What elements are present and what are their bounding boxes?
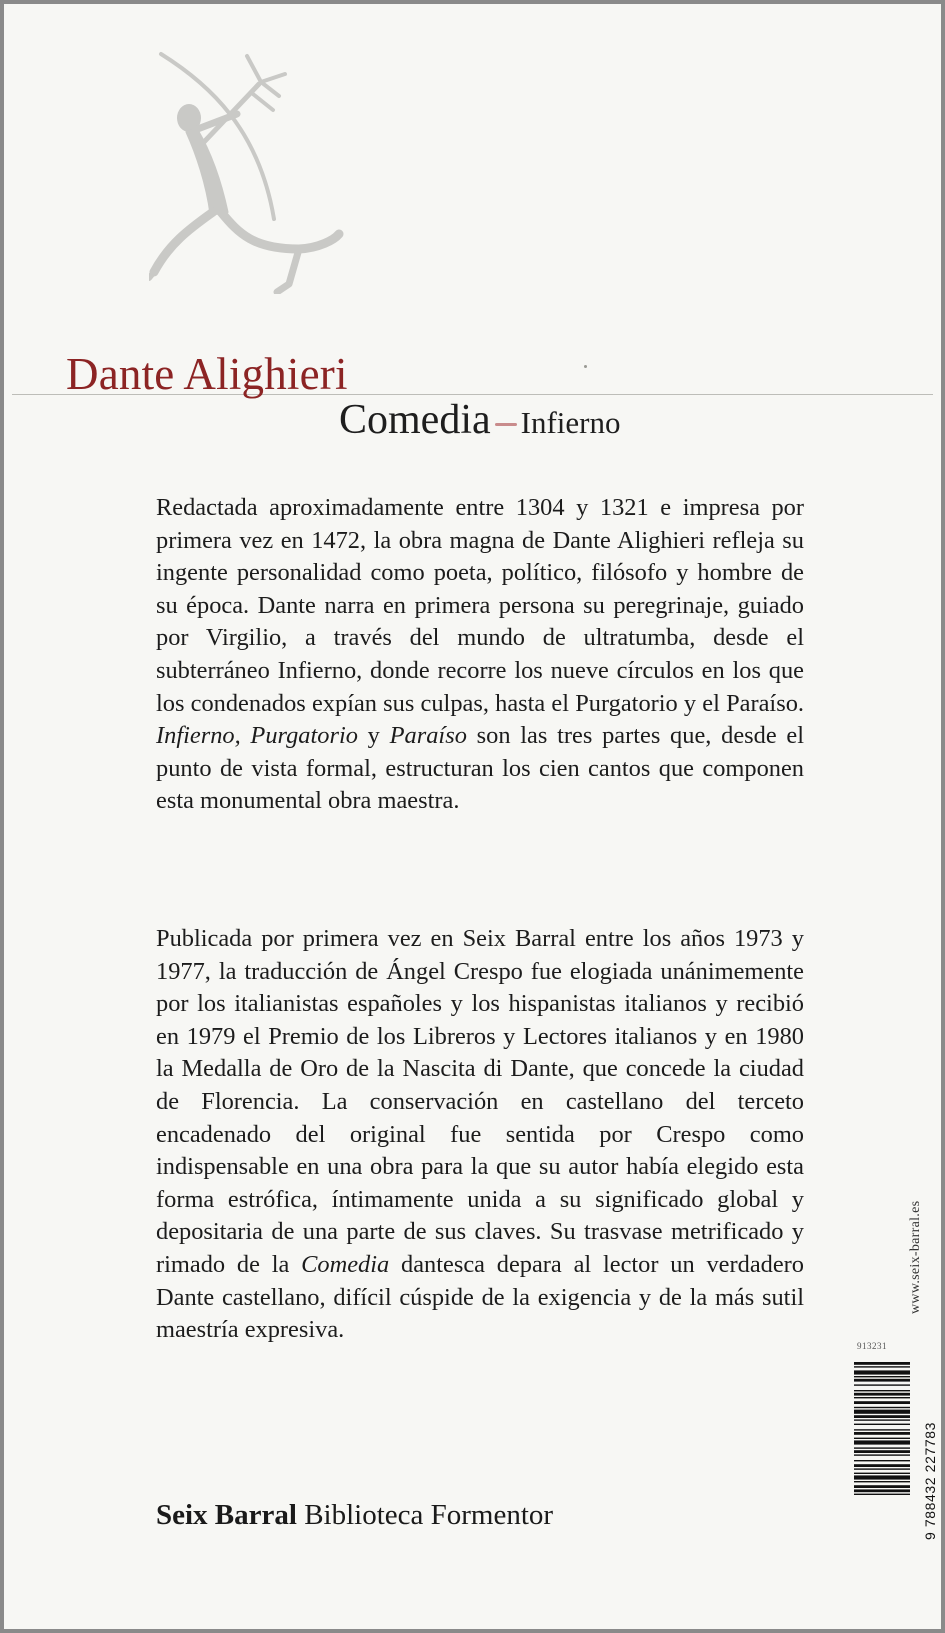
blurb-paragraph-2 bbox=[156, 923, 804, 1347]
blurb-2-text-b: dantesca depara al lector un verdadero Dante castellano, difícil cúspide de la exigencia y de la más sutil maestría expresiva. bbox=[156, 1250, 804, 1344]
book-subtitle: Infierno bbox=[520, 405, 621, 440]
barcode-bar bbox=[854, 1440, 910, 1444]
blurb-1-text-c: son las tres partes que, desde el punto de vista formal, estructuran los cien cantos que componen esta monumental obra maestra. bbox=[156, 722, 805, 815]
barcode-bar bbox=[854, 1454, 910, 1455]
blurb-1-text-a: Redactada aproximadamente entre 1304 y 1321 e impresa por primera vez en 1472, la obra magna de Dante Alighieri refleja su ingente personalidad como poeta, político, filósofo y hombre de su época. Dante narra en primera persona su peregrinaje, guiado por Virgilio, a través del mundo de ultratumba, desde el subterráneo Infierno, donde recorre los nueve círculos en los que los condenados expían sus culpas, hasta el Purgatorio y el Paraíso. bbox=[156, 494, 804, 717]
barcode-bar bbox=[854, 1415, 910, 1418]
barcode-bar bbox=[854, 1432, 910, 1435]
barcode-bar bbox=[854, 1450, 910, 1453]
blurb-1-italic-a: Infierno, Purgatorio bbox=[156, 722, 358, 750]
barcode-bar bbox=[854, 1447, 910, 1448]
blurb-2-text-a: Publicada por primera vez en Seix Barral entre los años 1973 y 1977, la traducción de Ángel Crespo fue elogiada unánimemente por los italianistas españoles y los hispanistas italianos y recibió en 1979 el Premio de los Libreros y Lectores italianos y en 1980 la Medalla de Oro de la Nascita di Dante, que concede la ciudad de Florencia. La conservación en castellano del terceto encadenado del original fue sentida por Crespo como indispensable en una obra para la que su autor había elegido esta forma estrófica, íntimamente unida a su significado global y depositaria de una parte de sus claves. Su trasvase metrificado y rimado de la bbox=[156, 925, 804, 1278]
barcode-bar bbox=[854, 1494, 910, 1495]
barcode-bar bbox=[854, 1397, 910, 1398]
book-title: Comedia bbox=[339, 397, 491, 443]
barcode-bar bbox=[854, 1379, 910, 1382]
barcode-icon bbox=[854, 1362, 910, 1540]
decorative-dot bbox=[584, 365, 587, 368]
barcode-bar bbox=[854, 1464, 910, 1467]
barcode-bar bbox=[854, 1438, 910, 1439]
barcode-bar bbox=[854, 1475, 910, 1479]
blurb-paragraph-1 bbox=[156, 492, 804, 818]
product-code: 913231 bbox=[857, 1341, 887, 1351]
title-block bbox=[339, 399, 620, 441]
barcode-bar bbox=[854, 1362, 910, 1365]
barcode-bar bbox=[854, 1376, 910, 1377]
cave-painting-archer-icon bbox=[149, 44, 349, 294]
barcode-bar bbox=[854, 1481, 910, 1482]
isbn-digits: 9 788432 227783 bbox=[922, 1422, 938, 1540]
blurb-2-italic: Comedia bbox=[301, 1250, 390, 1278]
imprint-collection: Biblioteca Formentor bbox=[304, 1499, 554, 1531]
barcode-bar bbox=[854, 1485, 910, 1488]
publisher-website: www.seix-barral.es bbox=[908, 1200, 923, 1314]
barcode-bar bbox=[854, 1390, 910, 1391]
imprint-publisher: Seix Barral bbox=[156, 1499, 297, 1531]
barcode-bar bbox=[854, 1489, 910, 1492]
barcode-bar bbox=[854, 1384, 910, 1385]
title-dash bbox=[495, 423, 517, 426]
barcode-bar bbox=[854, 1429, 910, 1430]
barcode-bar bbox=[854, 1424, 910, 1425]
barcode-bar bbox=[854, 1366, 910, 1367]
barcode-bar bbox=[854, 1407, 910, 1408]
blurb-1-text-b: y bbox=[357, 722, 390, 750]
blurb-1-italic-b: Paraíso bbox=[389, 722, 467, 750]
barcode-bar bbox=[854, 1473, 910, 1474]
author-name: Dante Alighieri bbox=[66, 349, 348, 399]
barcode-bar bbox=[854, 1401, 910, 1404]
barcode-bar bbox=[854, 1370, 910, 1374]
barcode-bar bbox=[854, 1460, 910, 1461]
barcode-bar bbox=[854, 1410, 910, 1414]
imprint bbox=[156, 1499, 553, 1532]
barcode-bar bbox=[854, 1468, 910, 1469]
barcode-bar bbox=[854, 1419, 910, 1420]
barcode-bar bbox=[854, 1393, 910, 1396]
